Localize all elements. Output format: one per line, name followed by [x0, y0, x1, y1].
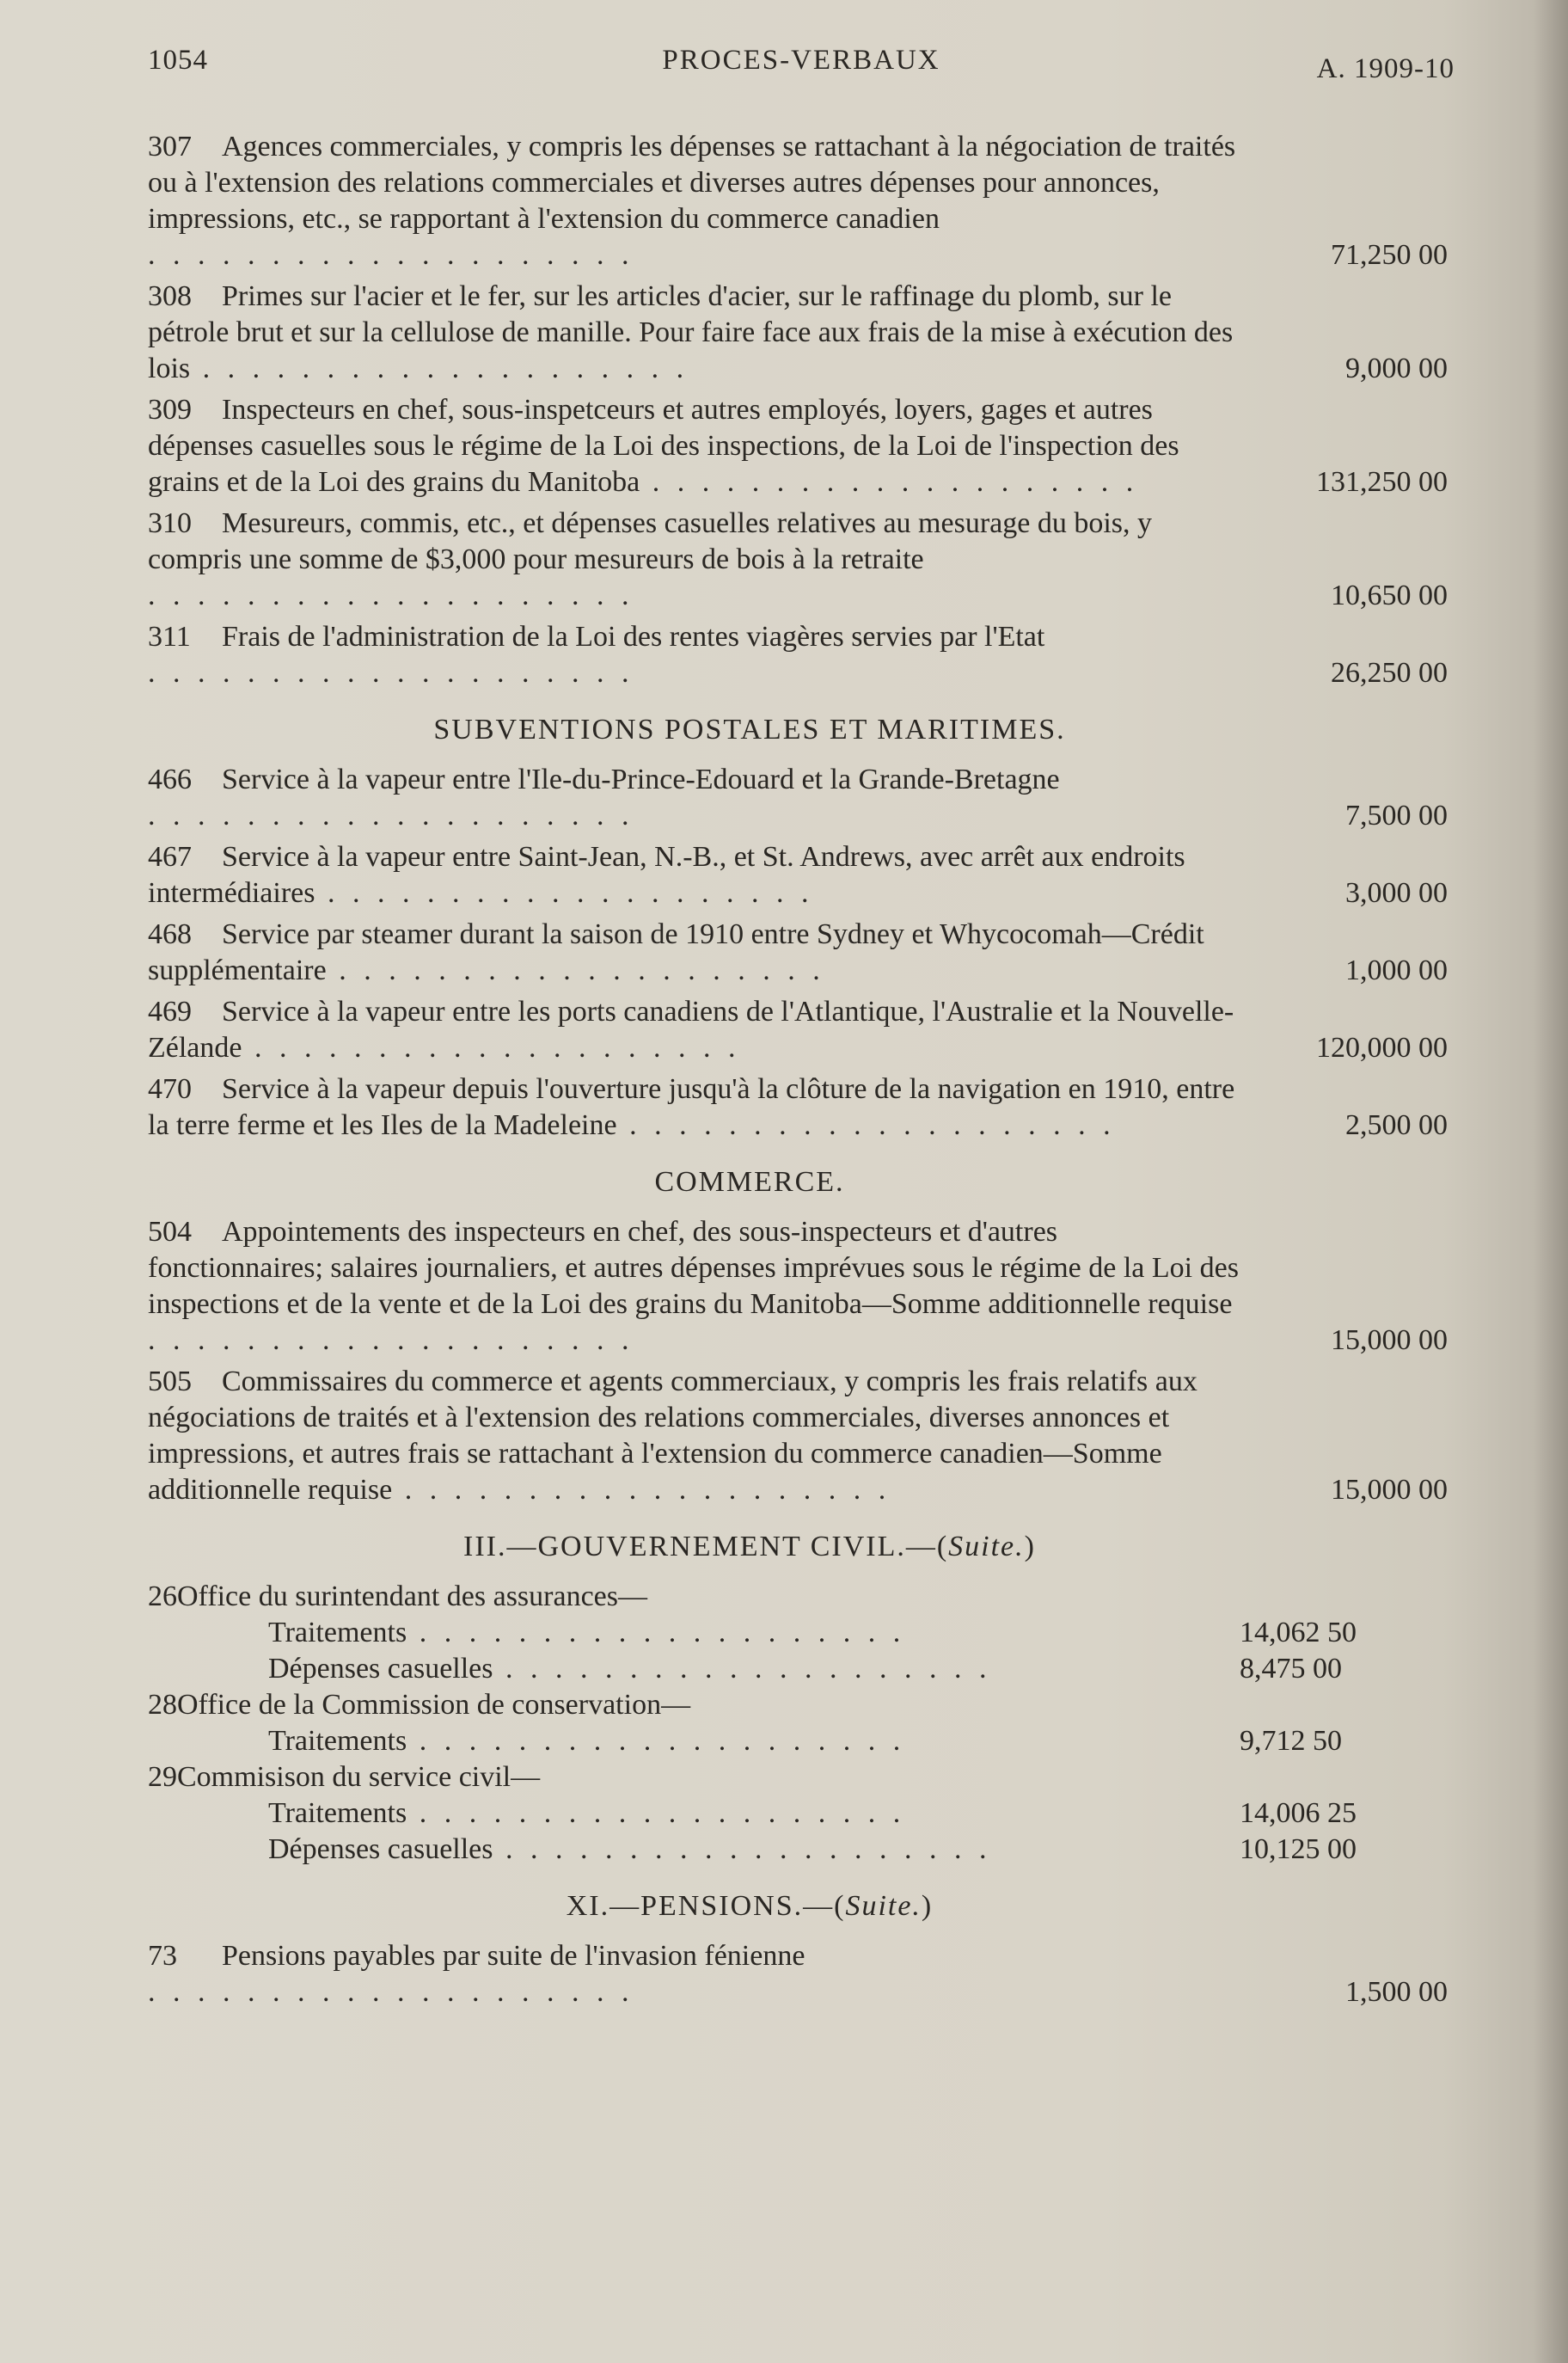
section-title-text: III.—GOUVERNEMENT CIVIL.—(	[463, 1531, 949, 1562]
dot-leader: . . . . . . . . . . . . . . . . . . . .	[326, 954, 825, 986]
line-item-text	[148, 619, 1240, 691]
dot-leader: . . . . . . . . . . . . . . . . . . . .	[493, 1653, 992, 1685]
amount: 120,000 00	[1316, 1032, 1448, 1064]
amount: 9,000 00	[1345, 353, 1448, 384]
vote-number: 467	[148, 841, 192, 873]
subline-text	[148, 1795, 1240, 1832]
group-heading-label: Office du surintendant des assurances—	[177, 1580, 647, 1612]
dot-leader: . . . . . . . . . . . . . . . . . . . .	[392, 1474, 891, 1506]
group-heading	[148, 1579, 1455, 1615]
amount: 3,000 00	[1345, 877, 1448, 909]
amount: 15,000 00	[1331, 1324, 1448, 1356]
vote-number: 470	[148, 1073, 192, 1105]
vote-number: 310	[148, 507, 192, 539]
vote-number: 309	[148, 394, 192, 426]
empty-amount	[1240, 1687, 1455, 1723]
group-subline	[148, 1832, 1455, 1868]
line-item	[148, 619, 1455, 691]
line-item	[148, 917, 1455, 989]
page-title: PROCES-VERBAUX	[662, 45, 940, 76]
section-title-text: SUBVENTIONS POSTALES ET MARITIMES.	[433, 714, 1066, 746]
amount: 2,500 00	[1345, 1109, 1448, 1141]
group-heading-label: Commisison du service civil—	[177, 1761, 541, 1793]
line-item	[148, 762, 1455, 834]
vote-description: Agences commerciales, y compris les dépenses se rattachant à la négociation de traités ou à l'extension des relations commerciales et diverses autres dépenses pour annonces, impressions, etc., se rapportant à l'extension du commerce canadien	[148, 131, 1236, 235]
line-item-text	[148, 1364, 1240, 1508]
vote-description: Inspecteurs en chef, sous-inspetceurs et autres employés, loyers, gages et autres dépenses casuelles sous le régime de la Loi des inspections, de la Loi de l'inspection des grains et de la Loi des grains du Manitoba	[148, 394, 1179, 498]
amount: 8,475 00	[1240, 1653, 1342, 1685]
vote-description: Service à la vapeur entre les ports canadiens de l'Atlantique, l'Australie et la Nouvelle-Zélande	[148, 996, 1234, 1064]
dot-leader: . . . . . . . . . . . . . . . . . . . .	[640, 466, 1139, 498]
dot-leader: . . . . . . . . . . . . . . . . . . . .	[315, 877, 814, 909]
section-title-end: )	[921, 1890, 934, 1922]
dot-leader: . . . . . . . . . . . . . . . . . . . .	[148, 1976, 634, 2008]
dot-leader: . . . . . . . . . . . . . . . . . . . .	[616, 1109, 1116, 1141]
group-heading	[148, 1687, 1455, 1723]
dot-leader: . . . . . . . . . . . . . . . . . . . .	[190, 353, 689, 384]
amount: 14,062 50	[1240, 1617, 1357, 1648]
vote-number: 29	[148, 1761, 177, 1793]
group-heading-text	[148, 1759, 1240, 1795]
line-item-text	[148, 1071, 1240, 1144]
dot-leader: . . . . . . . . . . . . . . . . . . . .	[493, 1833, 992, 1865]
line-item-text	[148, 392, 1240, 500]
dot-leader: . . . . . . . . . . . . . . . . . . . .	[148, 1324, 634, 1356]
amount: 1,500 00	[1345, 1976, 1448, 2008]
vote-description: Service à la vapeur entre Saint-Jean, N.-B., et St. Andrews, avec arrêt aux endroits intermédiaires	[148, 841, 1185, 909]
group-heading-text	[148, 1579, 1240, 1615]
vote-number: 26	[148, 1580, 177, 1612]
vote-number: 505	[148, 1366, 192, 1397]
group-subline	[148, 1651, 1455, 1687]
vote-number: 466	[148, 764, 192, 795]
vote-description: Service à la vapeur depuis l'ouverture jusqu'à la clôture de la navigation en 1910, entre la terre ferme et les Iles de la Madeleine	[148, 1073, 1235, 1141]
amount: 10,125 00	[1240, 1833, 1357, 1865]
line-item	[148, 279, 1455, 387]
dot-leader: . . . . . . . . . . . . . . . . . . . .	[148, 657, 634, 689]
section-title-text: COMMERCE.	[654, 1166, 845, 1198]
dot-leader: . . . . . . . . . . . . . . . . . . . .	[148, 580, 634, 611]
line-item	[148, 839, 1455, 911]
page-edge-shadow	[1534, 0, 1568, 2363]
dot-leader: . . . . . . . . . . . . . . . . . . . .	[407, 1617, 906, 1648]
subline-label: Dépenses casuelles	[268, 1653, 493, 1685]
line-item	[148, 129, 1455, 273]
line-item-text	[148, 917, 1240, 989]
amount: 15,000 00	[1331, 1474, 1448, 1506]
amount: 10,650 00	[1331, 580, 1448, 611]
amount: 14,006 25	[1240, 1797, 1357, 1829]
line-item	[148, 506, 1455, 614]
vote-number: 468	[148, 918, 192, 950]
line-item	[148, 1071, 1455, 1144]
vote-number: 504	[148, 1216, 192, 1248]
section-title-pensions	[148, 1890, 1455, 1923]
vote-number: 28	[148, 1689, 177, 1721]
amount: 7,500 00	[1345, 800, 1448, 832]
page-number: 1054	[148, 45, 208, 76]
dot-leader: . . . . . . . . . . . . . . . . . . . .	[407, 1725, 906, 1757]
dot-leader: . . . . . . . . . . . . . . . . . . . .	[148, 800, 634, 832]
subline-label: Dépenses casuelles	[268, 1833, 493, 1865]
amount: 1,000 00	[1345, 954, 1448, 986]
vote-number: 307	[148, 131, 192, 163]
section-title-italic: Suite.	[948, 1531, 1025, 1562]
section-title-italic: Suite.	[845, 1890, 922, 1922]
group-subline	[148, 1615, 1455, 1651]
line-item-text	[148, 506, 1240, 614]
section-title-civil	[148, 1531, 1455, 1563]
line-item	[148, 1214, 1455, 1359]
empty-amount	[1240, 1579, 1455, 1615]
line-item-text	[148, 1214, 1240, 1359]
amount: 26,250 00	[1331, 657, 1448, 689]
vote-description: Service par steamer durant la saison de 1910 entre Sydney et Whycocomah—Crédit supplémentaire	[148, 918, 1204, 986]
amount: 9,712 50	[1240, 1725, 1342, 1757]
subline-label: Traitements	[268, 1797, 407, 1829]
line-item-text	[148, 1938, 1240, 2010]
line-item	[148, 994, 1455, 1066]
vote-number: 308	[148, 280, 192, 312]
subline-text	[148, 1723, 1240, 1759]
subline-label: Traitements	[268, 1617, 407, 1648]
empty-amount	[1240, 1759, 1455, 1795]
vote-description: Appointements des inspecteurs en chef, des sous-inspecteurs et d'autres fonctionnaires; salaires journaliers, et autres dépenses imprévues sous le régime de la Loi des inspections et de la vente et de la Loi des grains du Manitoba—Somme additionnelle requise	[148, 1216, 1239, 1320]
subline-text	[148, 1832, 1240, 1868]
page-header	[148, 45, 1455, 96]
vote-description: Mesureurs, commis, etc., et dépenses casuelles relatives au mesurage du bois, y compris une somme de $3,000 pour mesureurs de bois à la retraite	[148, 507, 1153, 575]
group-heading-label: Office de la Commission de conservation—	[177, 1689, 691, 1721]
line-item	[148, 392, 1455, 500]
vote-description: Primes sur l'acier et le fer, sur les articles d'acier, sur le raffinage du plomb, sur le pétrole brut et sur la cellulose de manille. Pour faire face aux frais de la mise à exécution des lois	[148, 280, 1234, 384]
section-title	[148, 1166, 1455, 1199]
session-year: A. 1909-10	[1316, 53, 1455, 84]
amount: 131,250 00	[1316, 466, 1448, 498]
line-item-text	[148, 279, 1240, 387]
amount: 71,250 00	[1331, 239, 1448, 271]
vote-number: 311	[148, 621, 191, 653]
line-item	[148, 1938, 1455, 2010]
dot-leader: . . . . . . . . . . . . . . . . . . . .	[242, 1032, 741, 1064]
line-item-text	[148, 994, 1240, 1066]
group-heading	[148, 1759, 1455, 1795]
line-item-text	[148, 129, 1240, 273]
line-item	[148, 1364, 1455, 1508]
line-item-text	[148, 762, 1240, 834]
line-item-text	[148, 839, 1240, 911]
subline-text	[148, 1615, 1240, 1651]
subline-text	[148, 1651, 1240, 1687]
vote-description: Pensions payables par suite de l'invasion fénienne	[222, 1940, 805, 1972]
vote-number: 73	[148, 1940, 177, 1972]
group-heading-text	[148, 1687, 1240, 1723]
section-title	[148, 714, 1455, 746]
dot-leader: . . . . . . . . . . . . . . . . . . . .	[407, 1797, 906, 1829]
vote-description: Frais de l'administration de la Loi des rentes viagères servies par l'Etat	[222, 621, 1045, 653]
subline-label: Traitements	[268, 1725, 407, 1757]
document-body	[148, 129, 1455, 2016]
vote-description: Service à la vapeur entre l'Ile-du-Prince-Edouard et la Grande-Bretagne	[222, 764, 1060, 795]
section-title-text: XI.—PENSIONS.—(	[566, 1890, 846, 1922]
section-title-end: )	[1024, 1531, 1036, 1562]
vote-number: 469	[148, 996, 192, 1028]
group-subline	[148, 1723, 1455, 1759]
group-subline	[148, 1795, 1455, 1832]
vote-description: Commissaires du commerce et agents commerciaux, y compris les frais relatifs aux négociations de traités et à l'extension des relations commerciales, diverses annonces et impressions, et autres frais se rattachant à l'extension du commerce canadien—Somme additionnelle requise	[148, 1366, 1197, 1506]
dot-leader: . . . . . . . . . . . . . . . . . . . .	[148, 239, 634, 271]
